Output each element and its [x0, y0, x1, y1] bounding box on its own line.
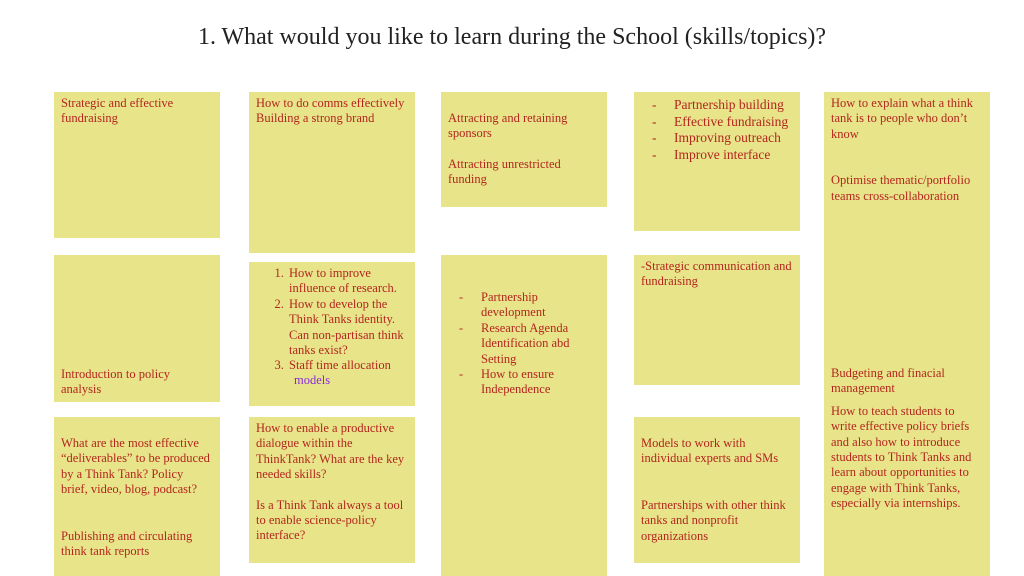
list-item: - Improve interface	[648, 147, 793, 164]
sticky-note-numbered-list	[249, 262, 415, 406]
list-item: 3. Staff time allocation	[287, 358, 408, 373]
note-text: What are the most effective “deliverables” to be produced by a Think Tank? Policy brief, video, blog, podcast?	[61, 436, 210, 497]
note-text: Attracting and retaining sponsors	[448, 111, 568, 141]
sticky-note-models	[634, 417, 800, 563]
list-item: - How to ensure Independence	[455, 367, 600, 398]
sticky-note-comms	[249, 92, 415, 253]
list-item: - Effective fundraising	[648, 114, 793, 131]
note-text: Optimise thematic/portfolio teams cross-collaboration	[831, 173, 971, 203]
note-text: Partnerships with other think tanks and nonprofit organizations	[641, 497, 786, 543]
note-text: How to do comms effectively	[256, 96, 405, 110]
note-text: How to explain what a think tank is to people who don’t know	[831, 96, 973, 141]
overflow-text: models	[294, 372, 331, 387]
sticky-note-dialogue	[249, 417, 415, 563]
list-item: - Partnership development	[455, 290, 600, 321]
note-text: Strategic and effective fundraising	[61, 96, 174, 126]
note-text: Is a Think Tank always a tool to enable science-policy interface?	[256, 497, 404, 543]
bullet-list	[455, 290, 600, 398]
list-item: - Partnership building	[648, 97, 793, 114]
list-item: - Improving outreach	[648, 130, 793, 147]
note-text: Models to work with individual experts and SMs	[641, 436, 779, 466]
list-item: 2. How to develop the Think Tanks identity. Can non-partisan think tanks exist?	[287, 297, 408, 359]
note-text: Introduction to policy analysis	[61, 367, 171, 397]
page-title: 1. What would you like to learn during the School (skills/topics)?	[197, 24, 827, 50]
note-text: Attracting unrestricted funding	[448, 156, 561, 187]
sticky-note-sponsors	[441, 92, 607, 207]
note-text: Building a strong brand	[256, 111, 375, 126]
list-item: 1. How to improve influence of research.	[287, 266, 408, 297]
sticky-note-tall-column	[824, 92, 990, 576]
numbered-list	[249, 266, 408, 374]
sticky-note-deliverables	[54, 417, 220, 576]
sticky-note-policy-analysis	[54, 255, 220, 402]
sticky-note-fundraising	[54, 92, 220, 238]
note-text: Publishing and circulating think tank reports	[61, 528, 193, 559]
note-text: -Strategic communication and fundraising	[641, 259, 792, 289]
note-text: How to enable a productive dialogue within the ThinkTank? What are the key needed skills?	[256, 421, 405, 482]
sticky-note-strategic-communication	[634, 255, 800, 385]
sticky-note-research-agenda	[441, 255, 607, 576]
bullet-list	[648, 97, 793, 163]
list-item: - Research Agenda Identification abd Setting	[455, 321, 600, 367]
sticky-note-partnership-list	[634, 92, 800, 231]
note-text: How to teach students to write effective policy briefs and also how to introduce students to Think Tanks and learn about opportunities to engage with Think Tanks, especially via internships.	[831, 403, 972, 511]
note-text: Budgeting and finacial management	[831, 366, 945, 396]
